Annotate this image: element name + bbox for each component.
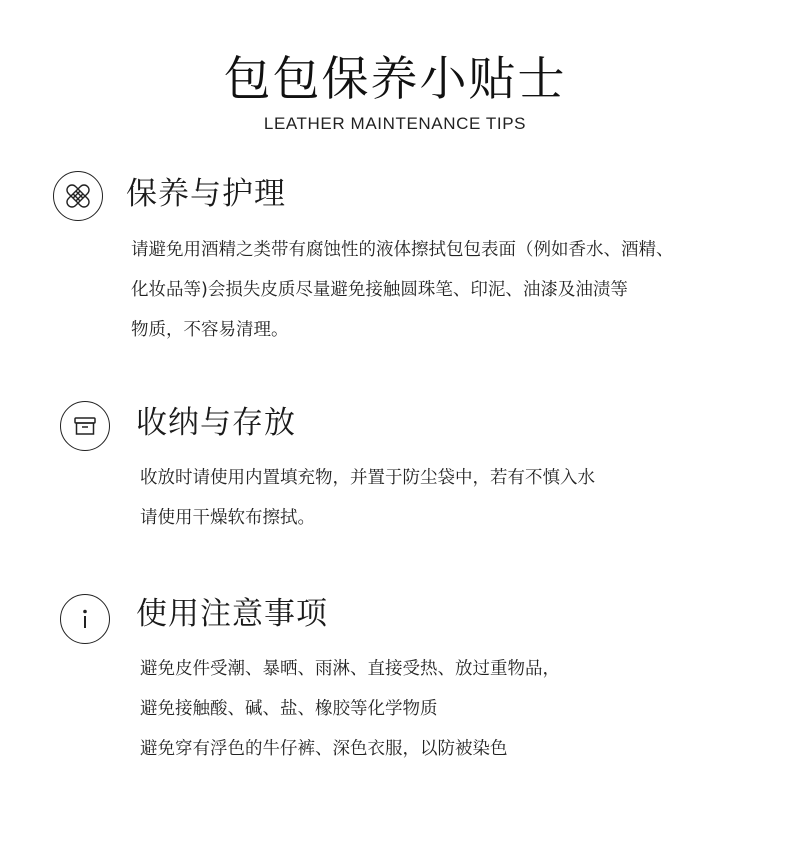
care-line-2: 化妆品等)会损失皮质尽量避免接触圆珠笔、印泥、油漆及油渍等 (131, 280, 628, 300)
section-heading-care: 保养与护理 (126, 176, 286, 212)
section-heading-storage: 收纳与存放 (136, 405, 296, 441)
section-body-care (131, 230, 674, 350)
info-icon (60, 594, 110, 644)
usage-line-3: 避免穿有浮色的牛仔裤、深色衣服，以防被染色 (140, 739, 508, 759)
page-subtitle: LEATHER MAINTENANCE TIPS (263, 114, 527, 133)
storage-box-icon (60, 401, 110, 451)
usage-line-2: 避免接触酸、碱、盐、橡胶等化学物质 (140, 699, 438, 719)
care-line-1: 请避免用酒精之类带有腐蚀性的液体擦拭包包表面（例如香水、酒精、 (131, 240, 674, 260)
storage-line-2: 请使用干燥软布擦拭。 (140, 508, 315, 528)
usage-line-1: 避免皮件受潮、暴晒、雨淋、直接受热、放过重物品， (140, 659, 560, 679)
section-heading-usage: 使用注意事项 (136, 596, 328, 632)
storage-line-1: 收放时请使用内置填充物，并置于防尘袋中，若有不慎入水 (140, 468, 595, 488)
care-line-3: 物质，不容易清理。 (131, 320, 289, 340)
section-body-storage (140, 458, 595, 538)
section-body-usage (140, 649, 560, 769)
bandage-icon (53, 171, 103, 221)
page-title: 包包保养小贴士 (223, 52, 567, 107)
